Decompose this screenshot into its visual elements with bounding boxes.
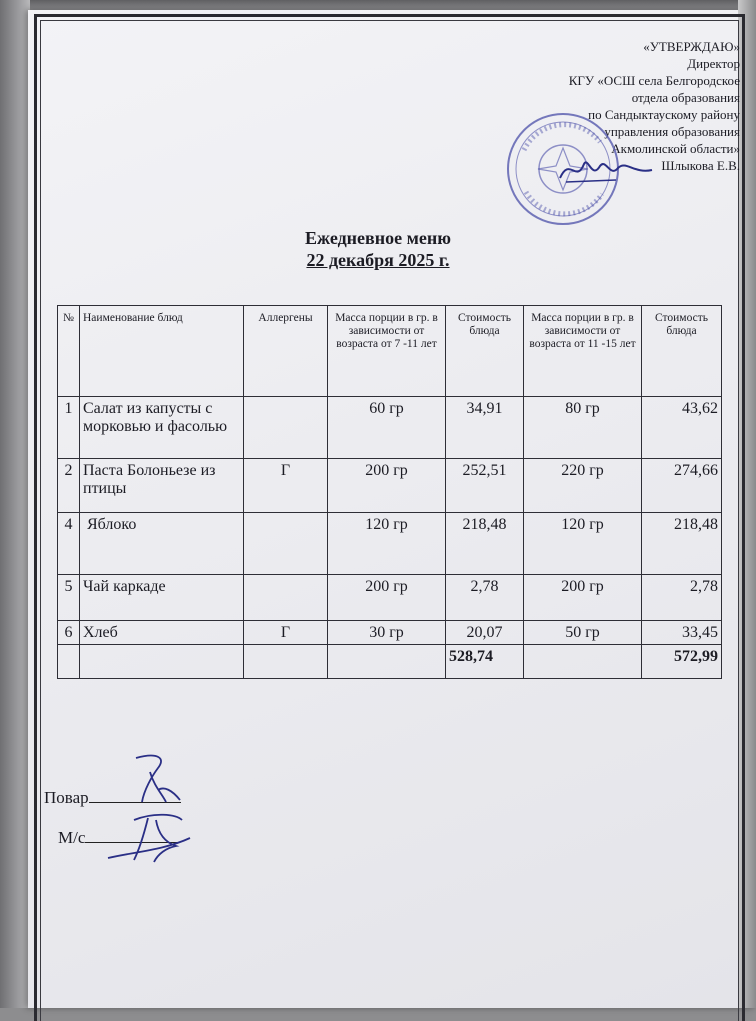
dish-name: Чай каркаде (80, 575, 244, 621)
header-cost-11-15: Стоимость блюда (642, 306, 722, 397)
approval-line: Директор (687, 56, 740, 71)
table-total-row (58, 645, 722, 679)
dish-cost-11-15: 43,62 (642, 397, 722, 459)
nurse-label: М/с (58, 828, 86, 847)
table-row (58, 575, 722, 621)
approval-line: Шлыкова Е.В. (661, 158, 740, 173)
dish-mass-11-15: 50 гр (524, 621, 642, 645)
page-title: Ежедневное меню (305, 228, 451, 248)
row-number: 4 (58, 513, 80, 575)
total-empty-cell (244, 645, 328, 679)
dish-mass-7-11: 200 гр (328, 459, 446, 513)
dish-cost-7-11: 20,07 (446, 621, 524, 645)
table-row (58, 621, 722, 645)
dish-mass-7-11: 60 гр (328, 397, 446, 459)
dish-cost-7-11: 218,48 (446, 513, 524, 575)
dish-allergen (244, 575, 328, 621)
dish-name: Яблоко (80, 513, 244, 575)
nurse-signature-icon (104, 808, 194, 870)
dish-mass-7-11: 200 гр (328, 575, 446, 621)
dish-allergen (244, 397, 328, 459)
background-wall-left (0, 0, 30, 1008)
dish-mass-11-15: 120 гр (524, 513, 642, 575)
row-number: 6 (58, 621, 80, 645)
director-signature-icon (556, 150, 656, 190)
approval-line: управления образования (604, 124, 740, 139)
dish-cost-7-11: 34,91 (446, 397, 524, 459)
cook-signature-icon (128, 750, 188, 810)
dish-mass-7-11: 30 гр (328, 621, 446, 645)
dish-cost-11-15: 274,66 (642, 459, 722, 513)
dish-mass-11-15: 220 гр (524, 459, 642, 513)
total-cost-7-11: 528,74 (446, 645, 524, 679)
row-number: 1 (58, 397, 80, 459)
dish-mass-11-15: 80 гр (524, 397, 642, 459)
table-header-row (58, 306, 722, 397)
header-mass-7-11: Масса порции в гр. в зависимости от возраста от 7 -11 лет (328, 306, 446, 397)
dish-mass-11-15: 200 гр (524, 575, 642, 621)
approval-line: Акмолинской области» (611, 141, 740, 156)
approval-line: отдела образования (631, 90, 740, 105)
approval-line: КГУ «ОСШ села Белгородское (568, 73, 740, 88)
approval-line: по Сандыктаускому району (588, 107, 740, 122)
table-row (58, 397, 722, 459)
dish-allergen: Г (244, 459, 328, 513)
header-dish-name: Наименование блюд (80, 306, 244, 397)
table-row (58, 513, 722, 575)
table-row (58, 459, 722, 513)
dish-cost-11-15: 2,78 (642, 575, 722, 621)
dish-cost-7-11: 2,78 (446, 575, 524, 621)
total-cost-11-15: 572,99 (642, 645, 722, 679)
dish-mass-7-11: 120 гр (328, 513, 446, 575)
dish-cost-11-15: 33,45 (642, 621, 722, 645)
total-empty-cell (80, 645, 244, 679)
header-cost-7-11: Стоимость блюда (446, 306, 524, 397)
dish-name: Паста Болоньезе из птицы (80, 459, 244, 513)
dish-allergen: Г (244, 621, 328, 645)
header-allergens: Аллергены (244, 306, 328, 397)
dish-name: Хлеб (80, 621, 244, 645)
total-empty-cell (58, 645, 80, 679)
dish-name: Салат из капусты с морковью и фасолью (80, 397, 244, 459)
dish-cost-11-15: 218,48 (642, 513, 722, 575)
total-empty-cell (524, 645, 642, 679)
row-number: 5 (58, 575, 80, 621)
header-number: № (58, 306, 80, 397)
row-number: 2 (58, 459, 80, 513)
header-mass-11-15: Масса порции в гр. в зависимости от возраста от 11 -15 лет (524, 306, 642, 397)
dish-allergen (244, 513, 328, 575)
dish-cost-7-11: 252,51 (446, 459, 524, 513)
total-empty-cell (328, 645, 446, 679)
approval-line: «УТВЕРЖДАЮ» (643, 39, 740, 54)
menu-table (57, 305, 722, 679)
cook-label: Повар (44, 788, 89, 807)
menu-date: 22 декабря 2025 г. (306, 250, 450, 270)
